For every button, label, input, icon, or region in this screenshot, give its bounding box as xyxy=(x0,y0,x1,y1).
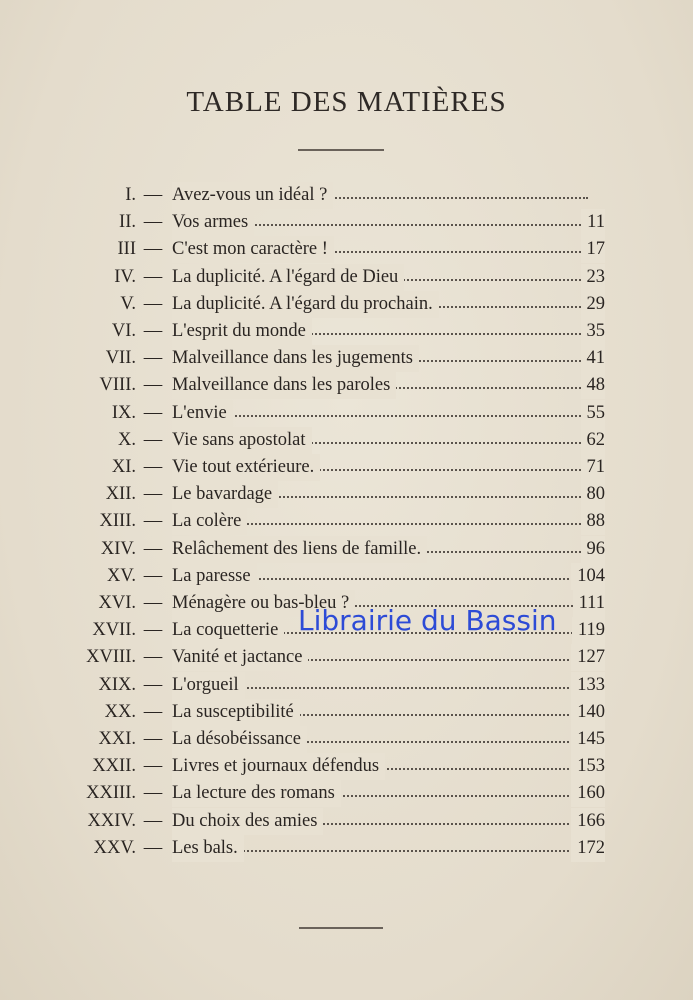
page-number: 172 xyxy=(571,835,605,862)
chapter-number: XI. xyxy=(111,457,136,477)
chapter-title: Malveillance dans les paroles xyxy=(172,372,396,399)
chapter-title: C'est mon caractère ! xyxy=(172,236,334,263)
em-dash: — xyxy=(143,701,163,722)
dot-leader xyxy=(172,415,588,417)
toc-entry xyxy=(0,182,693,209)
page-number: 23 xyxy=(581,264,606,291)
chapter-number: XXII. xyxy=(92,756,136,777)
toc-entry xyxy=(0,644,693,671)
toc-entry xyxy=(0,835,693,862)
chapter-number: XXIV. xyxy=(87,810,136,831)
chapter-title: Le bavardage xyxy=(172,481,278,508)
em-dash: — xyxy=(143,565,163,586)
chapter-title: L'envie xyxy=(172,400,233,427)
chapter-number: XVII. xyxy=(92,620,136,641)
chapter-title: La colère xyxy=(172,508,247,535)
chapter-number: I. xyxy=(125,185,136,205)
chapter-title: La lecture des romans xyxy=(172,780,341,807)
toc-entry xyxy=(0,209,693,236)
page-number: 133 xyxy=(571,672,605,699)
page-number: 166 xyxy=(571,808,605,835)
em-dash: — xyxy=(143,321,163,341)
em-dash: — xyxy=(143,783,163,804)
chapter-title: Malveillance dans les jugements xyxy=(172,345,419,372)
chapter-number: III xyxy=(117,239,136,260)
toc-entry xyxy=(0,726,693,753)
chapter-number: XXV. xyxy=(93,837,136,858)
chapter-number: VII. xyxy=(105,348,136,369)
toc-entry xyxy=(0,291,693,318)
page-number: 127 xyxy=(571,644,605,671)
toc-entry xyxy=(0,264,693,291)
toc-entry xyxy=(0,508,693,535)
page-number: 160 xyxy=(571,780,605,807)
chapter-number: IX. xyxy=(111,402,136,423)
chapter-title: La désobéissance xyxy=(172,726,307,753)
page-number: 104 xyxy=(571,563,605,590)
chapter-number: IV. xyxy=(114,266,136,287)
em-dash: — xyxy=(143,212,163,233)
toc-entry xyxy=(0,753,693,780)
toc-entry xyxy=(0,481,693,508)
toc-entry xyxy=(0,345,693,372)
chapter-number: XII. xyxy=(105,484,136,505)
chapter-number: XIV. xyxy=(100,538,136,559)
em-dash: — xyxy=(143,756,163,777)
toc-entry xyxy=(0,318,693,345)
chapter-number: II. xyxy=(119,212,136,233)
toc-entry xyxy=(0,454,693,481)
chapter-number: V. xyxy=(120,293,136,314)
watermark-text: Librairie du Bassin xyxy=(298,604,557,637)
chapter-title: La paresse xyxy=(172,563,257,590)
page-number: 111 xyxy=(573,590,605,617)
chapter-title: Livres et journaux défendus xyxy=(172,753,385,780)
page-number: 153 xyxy=(571,753,605,780)
chapter-title: Vie tout extérieure. xyxy=(172,454,320,481)
em-dash: — xyxy=(143,293,163,314)
em-dash: — xyxy=(143,457,163,477)
page-number: 140 xyxy=(571,699,605,726)
chapter-title: Les bals. xyxy=(172,835,244,862)
page-number: 145 xyxy=(571,726,605,753)
chapter-title: La duplicité. A l'égard du prochain. xyxy=(172,291,439,318)
chapter-title: Avez-vous un idéal ? xyxy=(172,182,333,209)
page-number: 55 xyxy=(581,400,606,427)
em-dash: — xyxy=(143,593,163,613)
em-dash: — xyxy=(143,729,163,749)
toc-entry xyxy=(0,563,693,590)
chapter-title: Du choix des amies xyxy=(172,808,323,835)
em-dash: — xyxy=(143,620,163,641)
page-number: 88 xyxy=(581,508,606,535)
page-number: 71 xyxy=(581,454,606,481)
page-number: 17 xyxy=(581,236,606,263)
toc-entry xyxy=(0,372,693,399)
page-number: 35 xyxy=(581,318,606,345)
em-dash: — xyxy=(143,484,163,505)
chapter-title: La susceptibilité xyxy=(172,699,300,726)
em-dash: — xyxy=(143,647,163,668)
chapter-title: La coquetterie xyxy=(172,617,284,644)
page-number: 29 xyxy=(581,291,606,318)
toc-entry xyxy=(0,400,693,427)
chapter-title: Ménagère ou bas-bleu ? xyxy=(172,590,355,617)
toc-entry xyxy=(0,672,693,699)
toc-entry xyxy=(0,427,693,454)
chapter-number: XIX. xyxy=(98,674,136,695)
page-number: 96 xyxy=(581,536,606,563)
chapter-number: X. xyxy=(118,429,136,450)
toc-entry xyxy=(0,780,693,807)
chapter-number: VIII. xyxy=(99,375,136,396)
em-dash: — xyxy=(143,810,163,831)
chapter-number: VI. xyxy=(111,321,136,341)
page-number: 62 xyxy=(581,427,606,454)
em-dash: — xyxy=(143,837,163,858)
em-dash: — xyxy=(143,266,163,287)
em-dash: — xyxy=(143,375,163,396)
page-number: 48 xyxy=(581,372,606,399)
chapter-number: XX. xyxy=(104,701,136,722)
bottom-rule xyxy=(299,927,383,929)
chapter-title: Relâchement des liens de famille. xyxy=(172,536,427,563)
page-number: 11 xyxy=(581,209,605,236)
toc-entry xyxy=(0,236,693,263)
toc-entry xyxy=(0,808,693,835)
page-number: 119 xyxy=(572,617,605,644)
em-dash: — xyxy=(143,538,163,559)
chapter-title: Vie sans apostolat xyxy=(172,427,312,454)
chapter-number: XIII. xyxy=(99,511,136,532)
page-title: TABLE DES MATIÈRES xyxy=(186,86,507,118)
toc-entry xyxy=(0,536,693,563)
em-dash: — xyxy=(143,674,163,695)
page-number: 80 xyxy=(581,481,606,508)
page-number: 41 xyxy=(581,345,606,372)
chapter-title: Vos armes xyxy=(172,209,254,236)
chapter-title: L'orgueil xyxy=(172,672,245,699)
em-dash: — xyxy=(143,185,163,205)
chapter-number: XVI. xyxy=(98,593,136,613)
chapter-number: XXIII. xyxy=(86,783,136,804)
em-dash: — xyxy=(143,511,163,532)
chapter-title: La duplicité. A l'égard de Dieu xyxy=(172,264,404,291)
chapter-title: Vanité et jactance xyxy=(172,644,308,671)
em-dash: — xyxy=(143,239,163,260)
chapter-title: L'esprit du monde xyxy=(172,318,312,345)
chapter-number: XVIII. xyxy=(86,647,136,668)
chapter-number: XXI. xyxy=(98,729,136,749)
em-dash: — xyxy=(143,348,163,369)
em-dash: — xyxy=(143,429,163,450)
em-dash: — xyxy=(143,402,163,423)
chapter-number: XV. xyxy=(107,565,136,586)
title-rule xyxy=(298,149,384,151)
toc-entry xyxy=(0,699,693,726)
